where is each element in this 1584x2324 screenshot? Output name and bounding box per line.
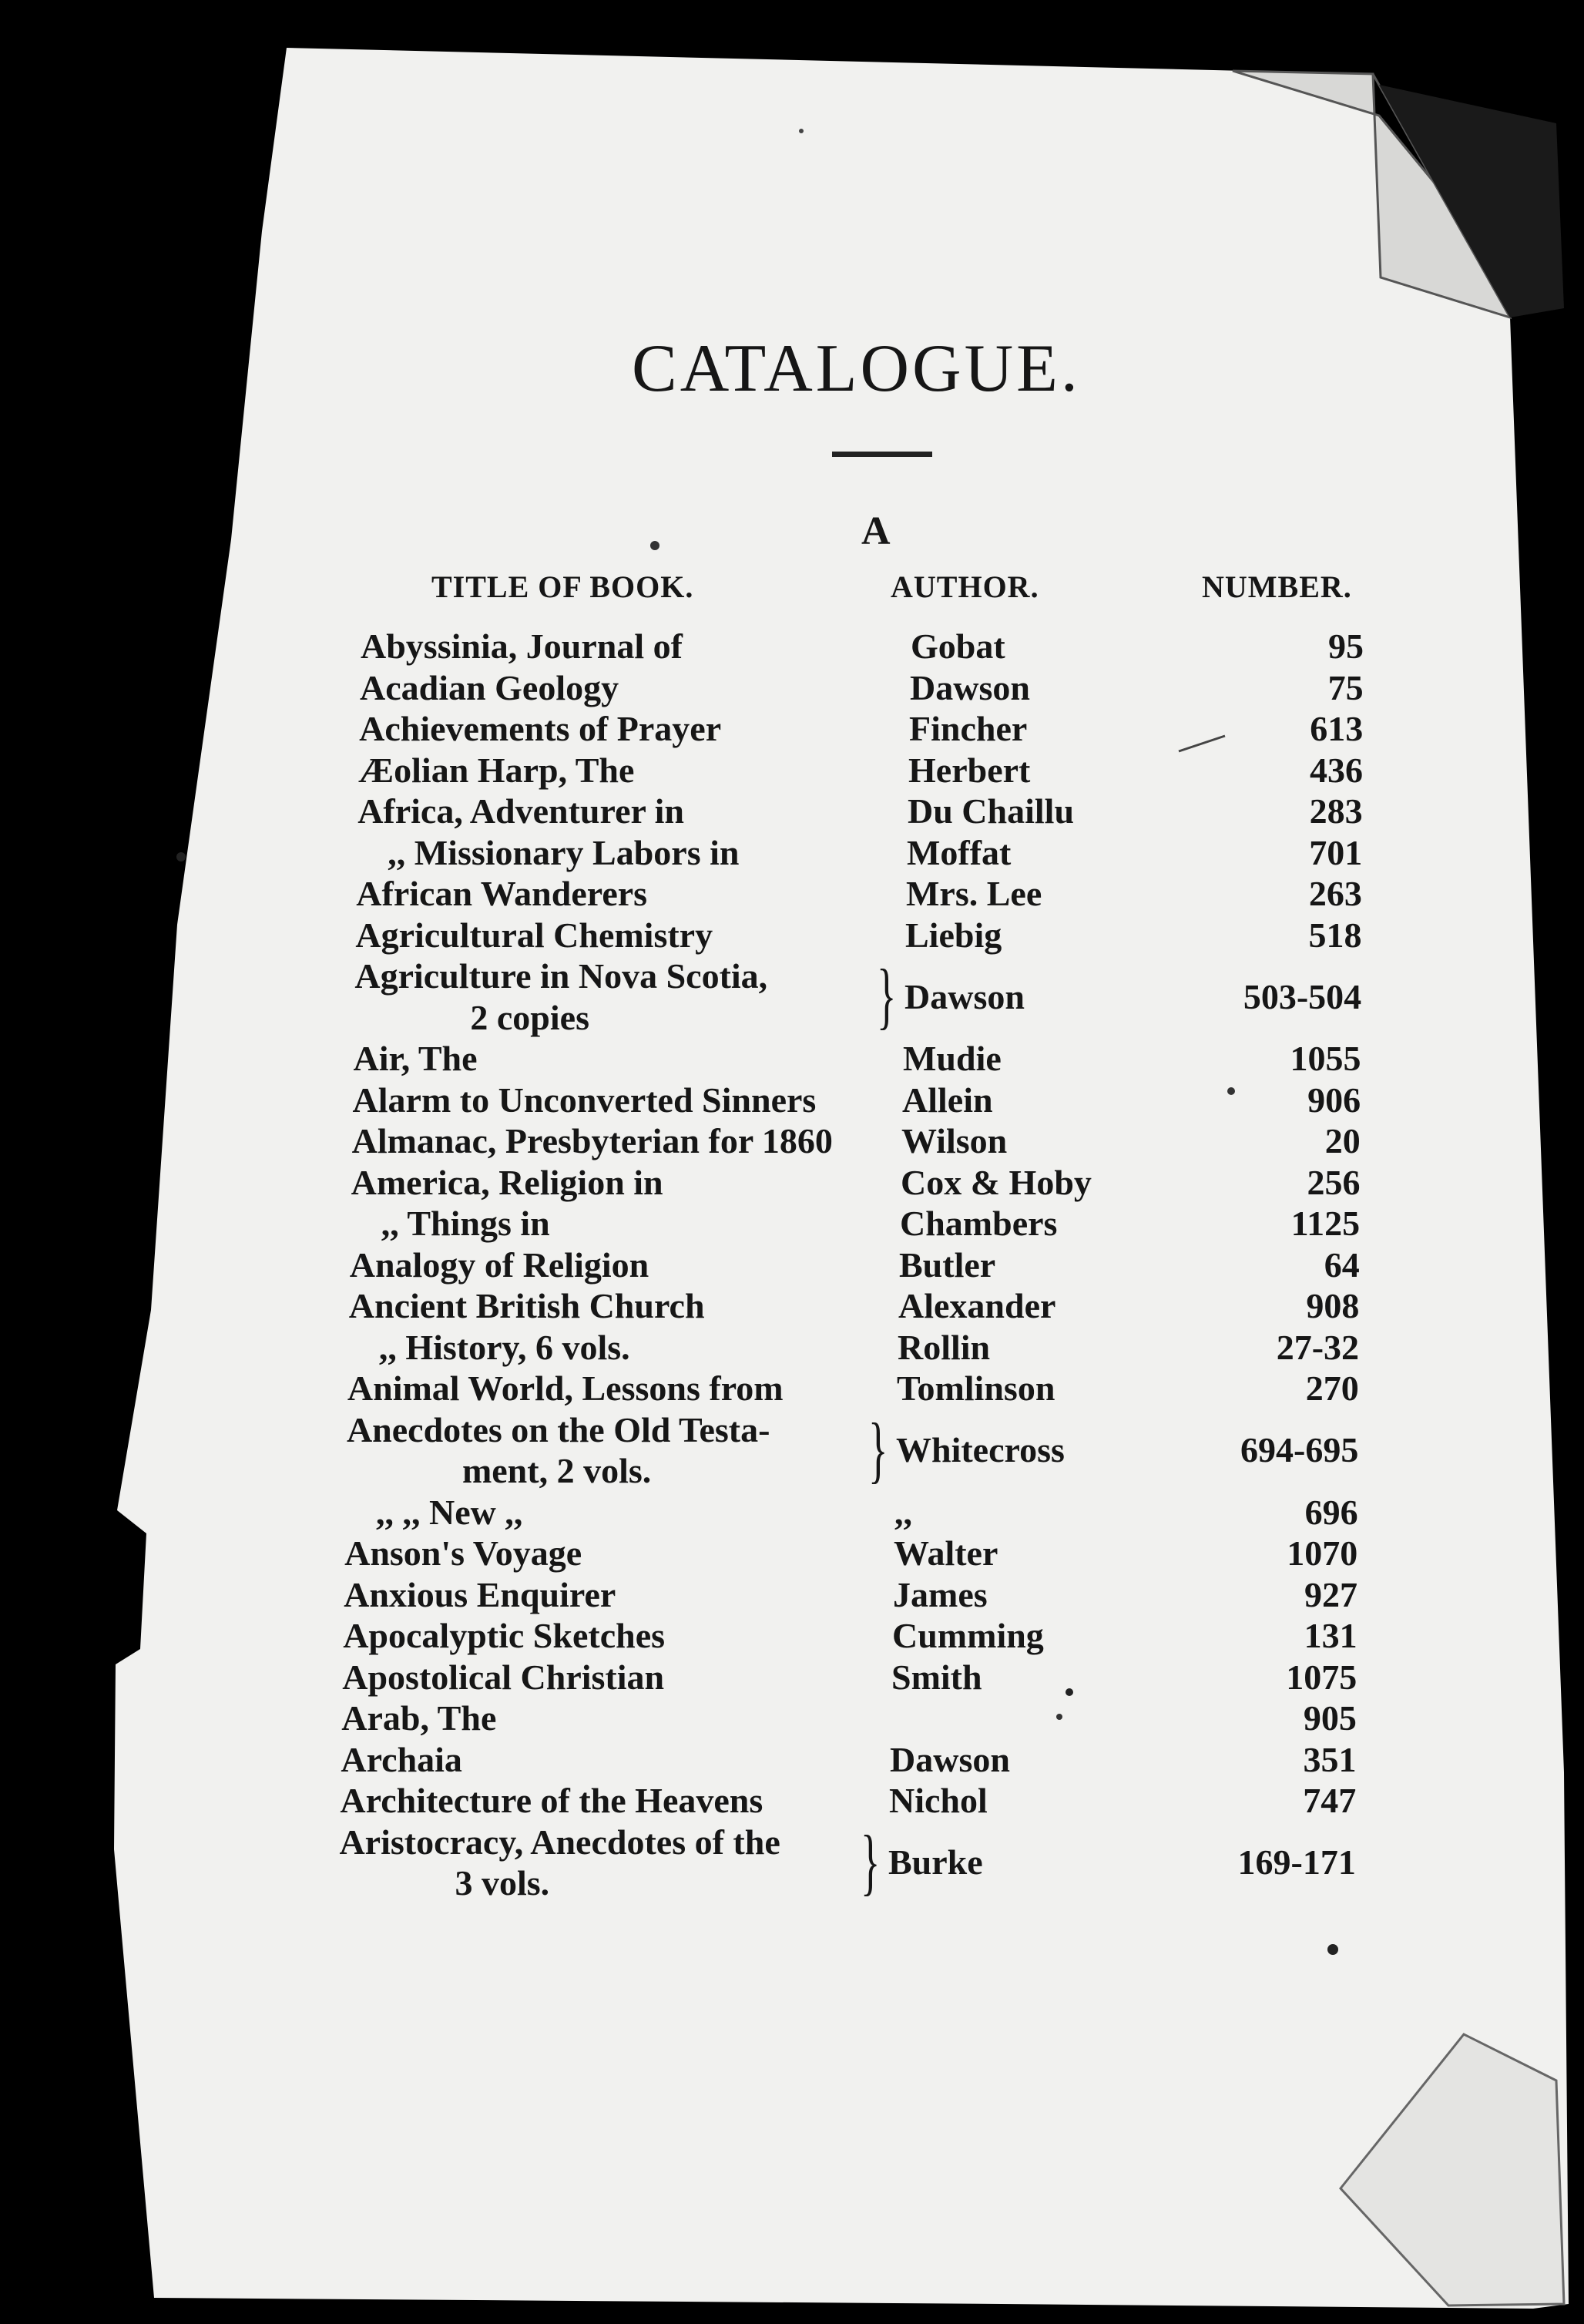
title-rule xyxy=(832,452,932,457)
catalogue-row xyxy=(0,667,1584,709)
catalogue-row xyxy=(0,1698,1584,1739)
book-number: 351 xyxy=(1303,1739,1357,1779)
grouping-brace: } xyxy=(877,954,897,1036)
book-author: Du Chaillu xyxy=(908,791,1075,831)
catalogue-row xyxy=(0,1492,1584,1533)
book-number: 169-171 xyxy=(1237,1842,1356,1882)
book-title: Acadian Geology xyxy=(360,667,619,707)
book-number: 747 xyxy=(1303,1781,1357,1820)
book-author: Alexander xyxy=(898,1286,1056,1325)
book-title-continuation: ment, 2 vols. xyxy=(461,1451,652,1490)
book-number: 263 xyxy=(1308,874,1362,913)
book-title: America, Religion in xyxy=(351,1162,663,1202)
catalogue-row xyxy=(0,1080,1584,1121)
catalogue-row xyxy=(0,1533,1584,1574)
book-number: 283 xyxy=(1309,791,1363,831)
book-author: Butler xyxy=(899,1244,996,1285)
book-number: 908 xyxy=(1306,1286,1360,1325)
catalogue-row xyxy=(0,1203,1584,1244)
book-number: 27-32 xyxy=(1276,1327,1360,1367)
book-number: 1075 xyxy=(1286,1657,1357,1697)
book-title: ,, Missionary Labors in xyxy=(388,832,740,872)
catalogue-row xyxy=(0,1780,1584,1822)
book-title: Alarm to Unconverted Sinners xyxy=(352,1080,817,1120)
book-title: Africa, Adventurer in xyxy=(357,791,684,831)
book-author: Smith xyxy=(891,1657,982,1697)
catalogue-row xyxy=(0,1285,1584,1327)
book-title-continuation: 2 copies xyxy=(470,997,589,1037)
book-author: Fincher xyxy=(909,709,1028,748)
catalogue-row xyxy=(0,750,1584,791)
catalogue-row xyxy=(0,954,1584,1037)
book-author: Mudie xyxy=(903,1039,1002,1078)
grouping-brace: } xyxy=(868,1407,888,1490)
book-title: Arab, The xyxy=(341,1698,497,1738)
book-author: Cox & Hoby xyxy=(901,1162,1092,1202)
page-title: CATALOGUE. xyxy=(632,331,1081,406)
book-title: Abyssinia, Journal of xyxy=(361,626,683,666)
book-author: Liebig xyxy=(905,915,1002,955)
book-author: ,, xyxy=(894,1492,912,1532)
book-number: 927 xyxy=(1304,1574,1357,1614)
catalogue-row xyxy=(0,791,1584,832)
book-number: 696 xyxy=(1304,1492,1358,1532)
catalogue-row xyxy=(0,1615,1584,1657)
book-number: 256 xyxy=(1307,1162,1361,1202)
catalogue-row xyxy=(0,1407,1584,1490)
book-title: ,, Things in xyxy=(381,1204,550,1243)
section-letter: A xyxy=(861,509,891,553)
book-number: 701 xyxy=(1309,832,1363,872)
book-author: Dawson xyxy=(910,667,1030,707)
catalogue-row xyxy=(0,708,1584,750)
book-author: Rollin xyxy=(898,1327,991,1367)
catalogue-row xyxy=(0,873,1584,915)
book-number: 518 xyxy=(1308,915,1362,955)
book-author: Walter xyxy=(894,1533,998,1573)
book-author: Dawson xyxy=(890,1739,1010,1779)
book-number: 64 xyxy=(1324,1244,1360,1285)
catalogue-row xyxy=(0,1739,1584,1781)
book-title: Agriculture in Nova Scotia, xyxy=(354,956,768,996)
book-title: Apocalyptic Sketches xyxy=(343,1616,666,1655)
catalogue-row xyxy=(0,1657,1584,1698)
book-title: Anxious Enquirer xyxy=(344,1574,616,1614)
catalogue-row xyxy=(0,1120,1584,1162)
book-number: 95 xyxy=(1328,626,1364,666)
book-author: James xyxy=(893,1574,988,1614)
book-number: 270 xyxy=(1305,1369,1359,1408)
book-author: Whitecross xyxy=(896,1430,1065,1470)
book-title: Anson's Voyage xyxy=(344,1533,582,1573)
catalogue-row xyxy=(0,832,1584,874)
catalogue-row xyxy=(0,1327,1584,1369)
book-title: Æolian Harp, The xyxy=(358,750,635,790)
book-title: Ancient British Church xyxy=(348,1286,705,1325)
book-title: Anecdotes on the Old Testa- xyxy=(346,1409,770,1449)
catalogue-row xyxy=(0,1244,1584,1286)
book-title: African Wanderers xyxy=(356,874,648,913)
book-number: 1070 xyxy=(1287,1533,1358,1573)
book-number: 694-695 xyxy=(1240,1430,1359,1470)
book-number: 436 xyxy=(1309,750,1363,790)
book-number: 906 xyxy=(1307,1080,1361,1120)
column-header-title: TITLE OF BOOK. xyxy=(431,569,694,604)
book-author: Moffat xyxy=(907,832,1012,872)
book-number: 613 xyxy=(1310,709,1364,748)
book-title: ,, History, 6 vols. xyxy=(378,1327,630,1367)
book-title: Achievements of Prayer xyxy=(359,709,722,748)
book-number: 905 xyxy=(1303,1698,1357,1738)
book-title: Almanac, Presbyterian for 1860 xyxy=(351,1121,833,1160)
book-title: Animal World, Lessons from xyxy=(347,1369,784,1408)
book-author: Herbert xyxy=(908,750,1031,790)
book-title-continuation: 3 vols. xyxy=(455,1863,550,1903)
book-title: Agricultural Chemistry xyxy=(355,915,713,955)
book-author: Dawson xyxy=(904,976,1025,1016)
book-author: Tomlinson xyxy=(897,1369,1055,1408)
book-author: Allein xyxy=(902,1080,993,1120)
book-title: Aristocracy, Anecdotes of the xyxy=(339,1822,780,1862)
book-number: 1055 xyxy=(1290,1039,1361,1078)
column-header-number: NUMBER. xyxy=(1202,569,1352,604)
catalogue-row xyxy=(0,1162,1584,1204)
book-number: 503-504 xyxy=(1243,976,1362,1016)
book-title: ,, ,, New ,, xyxy=(376,1492,523,1532)
book-title: Apostolical Christian xyxy=(342,1657,665,1697)
book-title: Archaia xyxy=(341,1739,462,1779)
catalogue-row xyxy=(0,915,1584,956)
book-number: 20 xyxy=(1324,1121,1361,1160)
book-author: Cumming xyxy=(892,1616,1044,1655)
catalogue-row xyxy=(0,1574,1584,1616)
column-header-author: AUTHOR. xyxy=(891,569,1039,604)
book-author: Gobat xyxy=(911,626,1005,666)
book-author: Mrs. Lee xyxy=(906,874,1042,913)
catalogue-row xyxy=(0,1819,1584,1903)
book-author: Wilson xyxy=(901,1121,1008,1160)
catalogue-row xyxy=(0,1368,1584,1409)
grouping-brace: } xyxy=(861,1819,881,1903)
book-title: Analogy of Religion xyxy=(349,1244,649,1285)
catalogue-row xyxy=(0,626,1584,667)
book-number: 75 xyxy=(1327,667,1364,707)
book-author: Nichol xyxy=(889,1781,988,1820)
book-number: 1125 xyxy=(1290,1204,1361,1243)
book-title: Architecture of the Heavens xyxy=(340,1781,763,1820)
book-title: Air, The xyxy=(353,1039,478,1078)
catalogue-row xyxy=(0,1038,1584,1080)
book-number: 131 xyxy=(1304,1616,1357,1655)
book-author: Burke xyxy=(888,1842,983,1882)
book-author: Chambers xyxy=(900,1204,1058,1243)
